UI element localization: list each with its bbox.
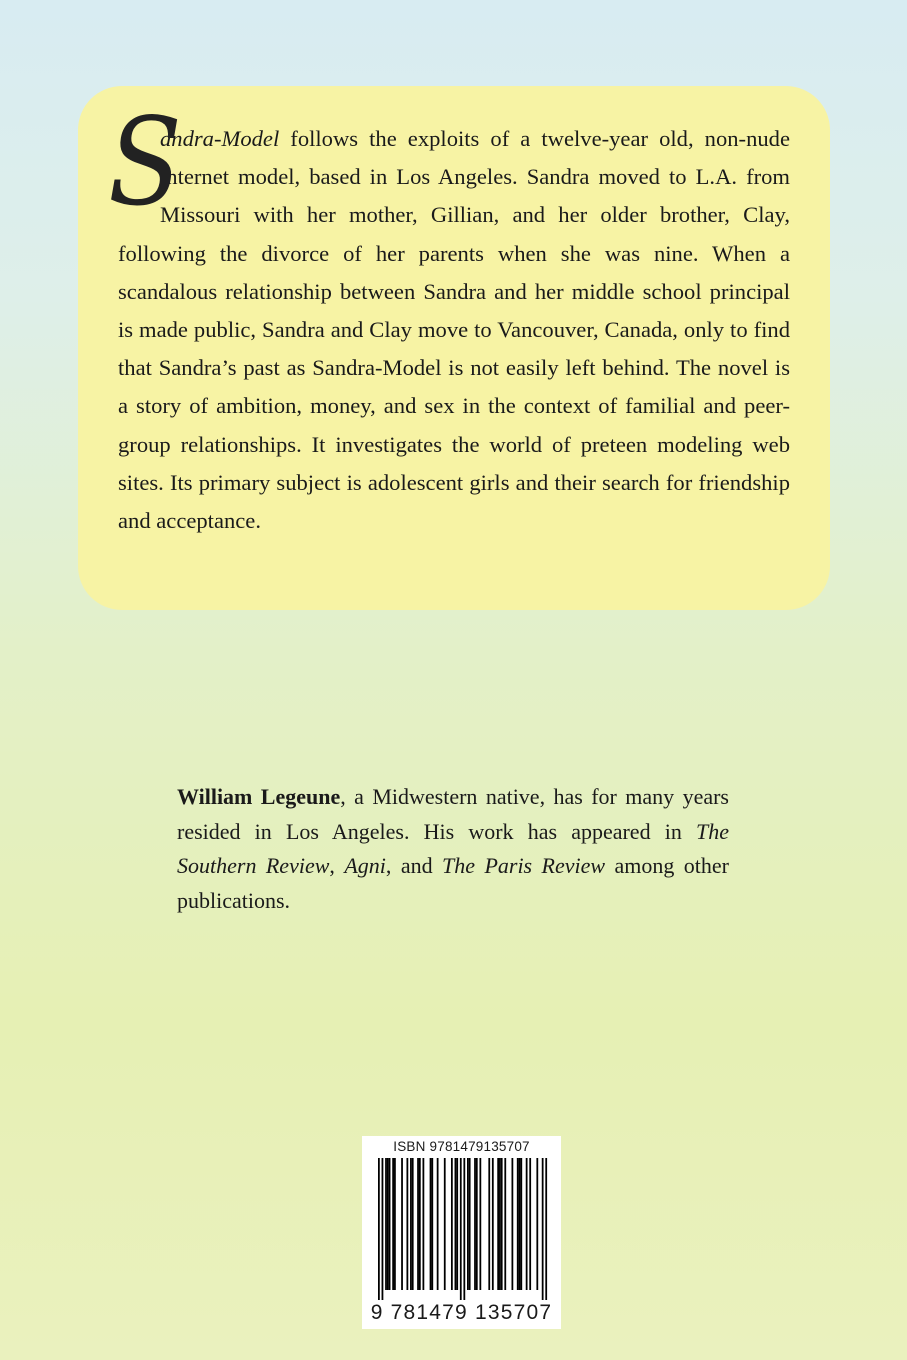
barcode-bars: [372, 1158, 551, 1300]
barcode-bar: [378, 1158, 380, 1300]
barcode-bar: [460, 1158, 462, 1300]
barcode-bar: [389, 1158, 391, 1290]
barcode-bar: [387, 1158, 389, 1290]
publication-southern-review: The Southern Review: [177, 818, 729, 879]
barcode-bar: [394, 1158, 396, 1290]
drop-cap-letter: S: [108, 93, 182, 234]
barcode-bar: [419, 1158, 421, 1290]
barcode-bar: [497, 1158, 499, 1290]
publication-agni: Agni: [344, 853, 386, 879]
bio-text-part1: , a Midwestern native, has for many years resided in Los Angeles. His work has appeared in: [177, 784, 729, 844]
publication-paris-review: The Paris Review: [442, 853, 606, 879]
barcode-bar: [467, 1158, 469, 1290]
bio-separator-2: , and: [385, 853, 443, 879]
barcode-bar: [401, 1158, 403, 1290]
barcode-bar: [512, 1158, 514, 1290]
barcode-bar: [542, 1158, 544, 1300]
barcode-bar: [474, 1158, 476, 1290]
barcode-bar: [444, 1158, 446, 1290]
barcode-bar: [536, 1158, 538, 1290]
barcode-bar: [430, 1158, 432, 1290]
barcode-bar: [545, 1158, 547, 1300]
barcode-bar: [476, 1158, 478, 1290]
isbn-label: ISBN 9781479135707: [393, 1139, 530, 1154]
barcode-bar: [385, 1158, 387, 1290]
barcode-bar: [519, 1158, 521, 1290]
barcode-bar: [417, 1158, 419, 1290]
barcode-digits: 9 781479 135707: [370, 1301, 553, 1324]
synopsis-body: follows the exploits of a twelve-year old, non-nude internet model, based in Los Angeles. Sandra moved to L.A. from Missouri with her mother, Gillian, and her older brother, Clay, following the divorce of her parents when she was nine. When a scandalous relationship between Sandra and her middle school principal is made public, Sandra and Clay move to Vancouver, Canada, only to find that Sandra’s past as Sandra-Model is not easily left behind. The novel is a story of ambition, money, and sex in the context of familial and peer-group relationships. It investigates the world of preteen modeling web sites. Its primary subject is adolescent girls and their search for friendship and acceptance.: [118, 126, 790, 534]
author-name: William Legeune: [177, 784, 341, 809]
barcode-bar: [382, 1158, 384, 1300]
barcode-bar: [492, 1158, 494, 1290]
barcode-bar: [451, 1158, 453, 1290]
barcode-bar: [406, 1158, 408, 1290]
barcode-bar: [526, 1158, 528, 1290]
barcode-bar: [499, 1158, 501, 1290]
barcode-bar: [423, 1158, 425, 1290]
synopsis-text: [108, 93, 790, 540]
barcode-bar: [488, 1158, 490, 1290]
barcode-bar: [455, 1158, 457, 1290]
barcode-bar: [479, 1158, 481, 1290]
barcode-bar: [410, 1158, 412, 1290]
barcode-bar: [456, 1158, 458, 1290]
barcode-bar: [501, 1158, 503, 1290]
barcode-bar: [392, 1158, 394, 1290]
bio-text-part2: among other publications.: [177, 853, 729, 913]
author-bio: [177, 780, 729, 918]
barcode-bar: [529, 1158, 531, 1290]
barcode-bar: [504, 1158, 506, 1290]
barcode-bar: [520, 1158, 522, 1290]
barcode-bar: [517, 1158, 519, 1290]
barcode-bar: [463, 1158, 465, 1300]
barcode-bar: [431, 1158, 433, 1290]
book-title: andra-Model: [160, 126, 280, 151]
isbn-barcode: [362, 1136, 561, 1329]
synopsis-panel: [78, 86, 830, 610]
barcode-bar: [469, 1158, 471, 1290]
bio-separator-1: ,: [329, 853, 345, 879]
barcode-bar: [412, 1158, 414, 1290]
barcode-bar: [437, 1158, 439, 1290]
